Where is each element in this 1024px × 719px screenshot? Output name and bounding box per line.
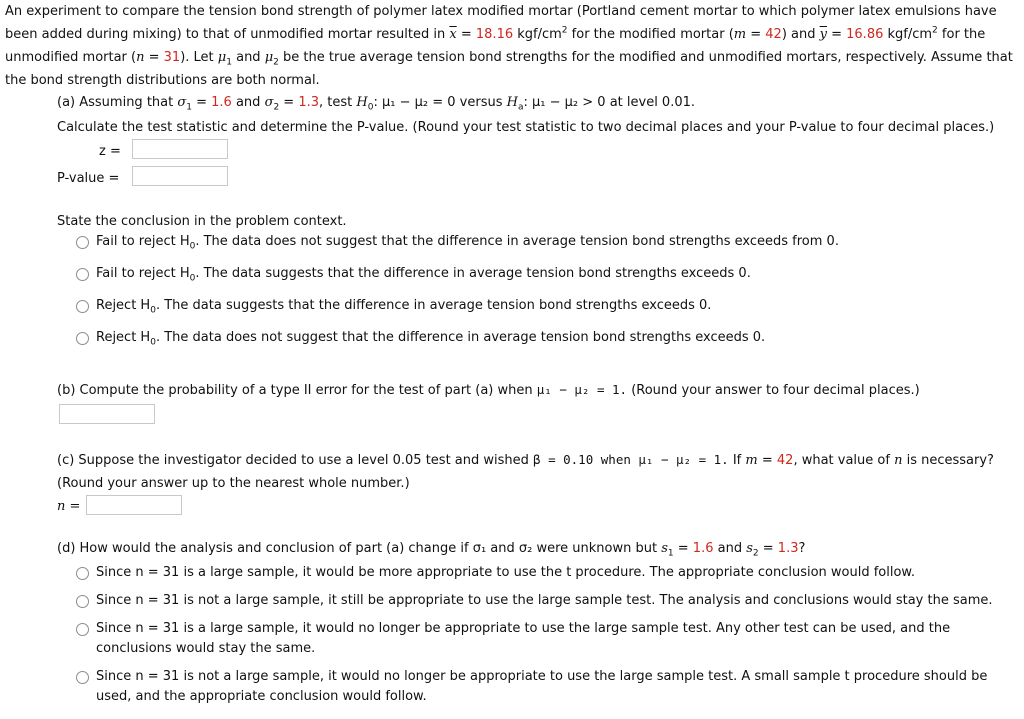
xbar-value: 18.16 [475,27,514,42]
part-b-question: (b) Compute the probability of a type II error for the test of part (a) when μ₁ − μ₂ = 1. (Round your answer to four decimal places.) [57,382,920,398]
part-d-question: (d) How would the analysis and conclusion of part (a) change if σ₁ and σ₂ were unknown but $s_1 = 1.6$ and $s_2 = 1.3$? [57,541,806,559]
p-value-label: P-value = [57,171,120,186]
option-d2-radio[interactable] [76,595,89,608]
option-a2-radio[interactable] [76,268,89,281]
part-c-instruction: (Round your answer up to the nearest whole number.) [57,476,410,491]
option-a4-text: Reject $H_0$. The data does not suggest that the difference in average tension bond strengths exceeds 0. [96,330,766,348]
option-a2-text: Fail to reject $H_0$. The data suggests that the difference in average tension bond strengths exceeds 0. [96,266,751,284]
part-a-instruction: Calculate the test statistic and determine the P-value. (Round your test statistic to two decimal places and your P-value to four decimal places.) [57,120,995,135]
z-label: z = [99,144,121,159]
p-value-input[interactable] [132,166,228,186]
option-d4-text: Since n = 31 is not a large sample, it would no longer be appropriate to use the large sample test. A small sample t procedure should be used, and the appropriate conclusion would follow. [96,669,988,704]
option-a1-text: Fail to reject $H_0$. The data does not suggest that the difference in average tension bond strengths exceeds from 0. [96,234,839,252]
option-d3-radio[interactable] [76,623,89,636]
option-d1-text: Since n = 31 is a large sample, it would be more appropriate to use the t procedure. The appropriate conclusion would follow. [96,565,915,580]
part-a-question: (a) Assuming that $\sigma_1 = 1.6$ and $\sigma_2 = 1.3$, test $H_0$: μ₁ − μ₂ = 0 versus $H_a$: μ₁ − μ₂ > 0 at level 0.01. [57,95,696,113]
option-a3-radio[interactable] [76,300,89,313]
problem-intro: An experiment to compare the tension bond strength of polymer latex modified mortar (Portland cement mortar to which polymer latex emulsions have been added during mixing) to that of unmodified mortar resulted in $\overline{x} = 18.16$ kgf/$cm^2$ for the modified mortar (m = 42) and $\overline{y} = 16.86$ kgf/$cm^2$ for the unmodified mortar (n = 31). Let $\mu_1$ and $\mu_2$ be the true average tension bond strengths for the modified and unmodified mortars, respectively. Assume that the bond strength distributions are both normal. [5,4,1013,88]
option-d1-radio[interactable] [76,567,89,580]
option-d4-radio[interactable] [76,671,89,684]
conclusion-prompt: State the conclusion in the problem context. [57,214,347,229]
part-c-question: (c) Suppose the investigator decided to use a level 0.05 test and wished β = 0.10 when μ₁ − μ₂ = 1. If m = 42, what value of n is necessary? [57,452,994,468]
option-d2-text: Since n = 31 is not a large sample, it still be appropriate to use the large sample test. The analysis and conclusions would stay the same. [96,593,993,608]
option-d3-text: Since n = 31 is a large sample, it would no longer be appropriate to use the large sample test. Any other test can be used, and the conclusions would stay the same. [96,621,951,656]
type-ii-error-input[interactable] [59,404,155,424]
z-input[interactable] [132,139,228,159]
n-input[interactable] [86,495,182,515]
option-a4-radio[interactable] [76,332,89,345]
n-label: n = [57,499,81,514]
option-a1-radio[interactable] [76,236,89,249]
option-a3-text: Reject $H_0$. The data suggests that the difference in average tension bond strengths exceeds 0. [96,298,712,316]
